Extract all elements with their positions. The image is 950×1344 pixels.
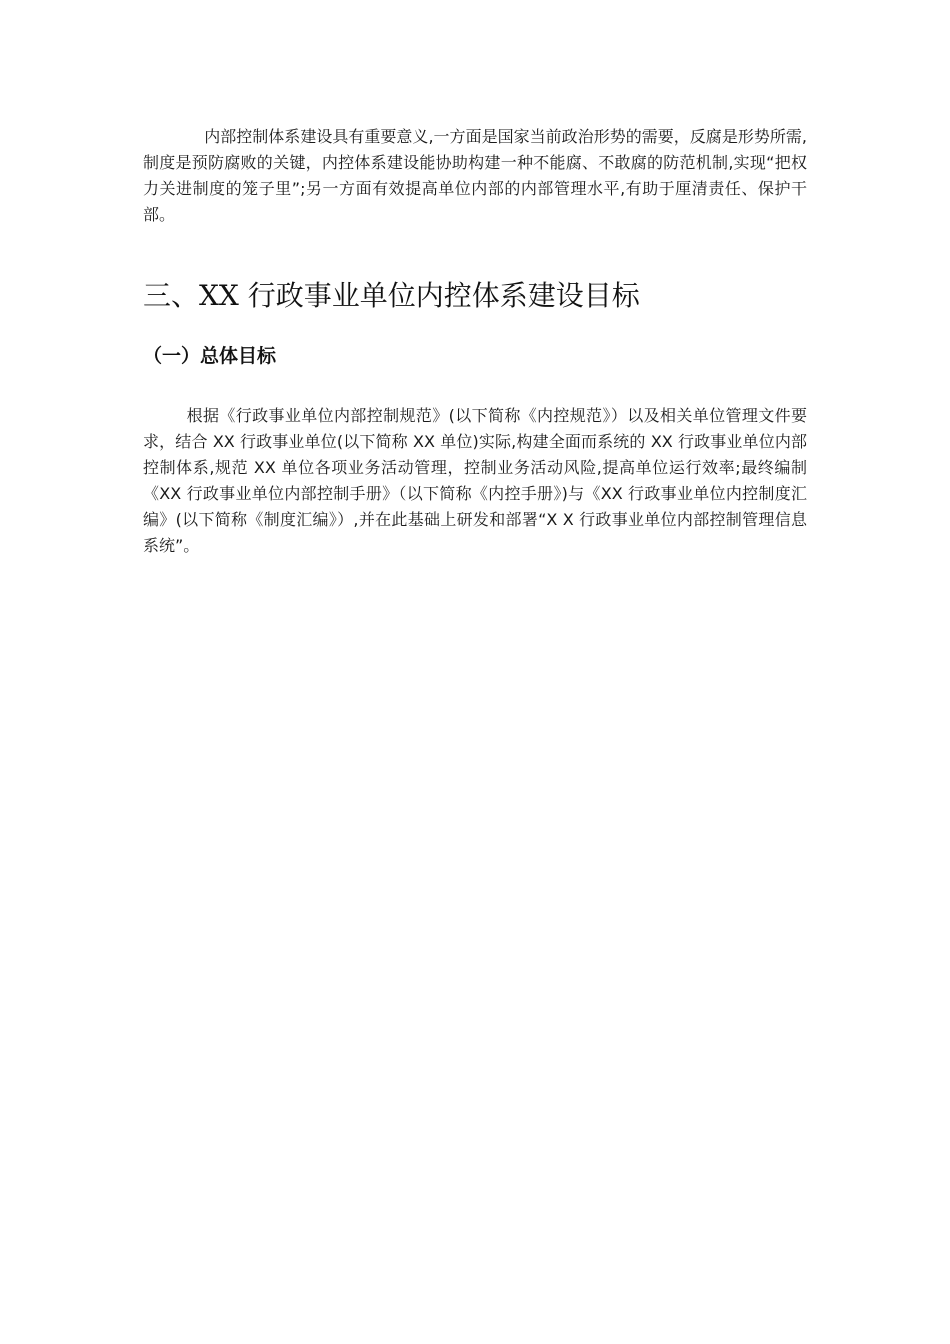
section-heading-goals: 三、XX 行政事业单位内控体系建设目标 xyxy=(143,279,640,312)
subsection-heading-overall-goal: （一）总体目标 xyxy=(143,345,277,367)
body-paragraph-overall-goal: 根据《行政事业单位内部控制规范》(以下简称《内控规范》）以及相关单位管理文件要求，结合 XX 行政事业单位(以下简称 XX 单位)实际,构建全面而系统的 XX 行政事业单位内部控制体系,规范 XX 单位各项业务活动管理，控制业务活动风险,提高单位运行效率;最终编制《XX 行政事业单位内部控制手册》（以下简称《内控手册》)与《XX 行政事业单位内控制度汇编》(以下简称《制度汇编》）,并在此基础上研发和部署“X X 行政事业单位内部控制管理信息系统”。 xyxy=(143,406,807,555)
body-paragraph-significance: 内部控制体系建设具有重要意义,一方面是国家当前政治形势的需要，反腐是形势所需,制度是预防腐败的关键，内控体系建设能协助构建一种不能腐、不敢腐的防范机制,实现“把权力关进制度的笼子里”;另一方面有效提高单位内部的内部管理水平,有助于厘清责任、保护干部。 xyxy=(143,127,807,224)
